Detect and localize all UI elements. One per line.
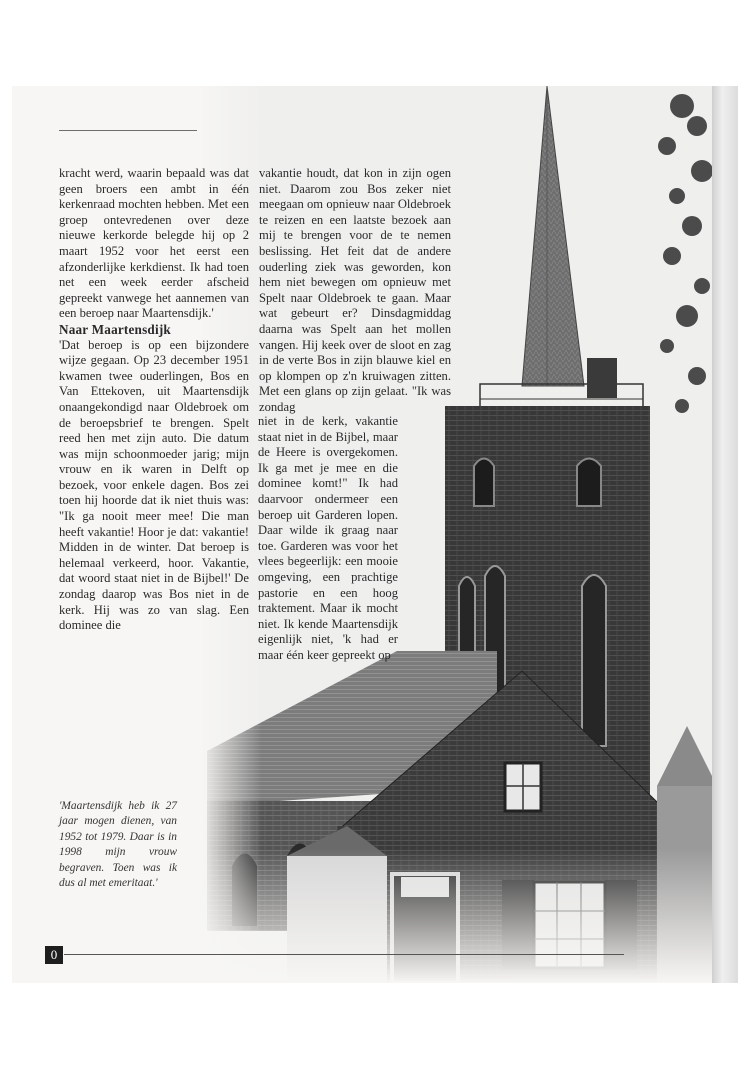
paragraph-main: 'Dat beroep is op een bijzondere wijze gegaan. Op 23 december 1951 kwamen twee ouderlingen, Bos en Van Ettekoven, uit Maartensdijk onaangekondigd naar Oldebroek om de beroepsbrief te brengen. Spelt reed hen met zijn auto. Die datum was mijn schoonmoeder jarig; mijn vrouw en ik waren in Delft op bezoek, voor enkele dagen. Bos zei toen hij hoorde dat ik niet thuis was: "Ik ga nooit meer mee! Die man heeft vakantie! Hoor je dat: vakantie! Midden in de winter. Dat beroep is helemaal verkeerd, hoor. Vakantie, dat woord staat niet in de Bijbel!' De zondag daarop was Bos niet in de kerk. Hij was zo van slag. Een dominee die: [59, 337, 249, 633]
bottom-rule: [64, 954, 624, 955]
text-column-2-wrapped: [258, 414, 398, 664]
paragraph-intro: kracht werd, waarin bepaald was dat geen broers een ambt in één kerkenraad mochten hebben. Met een groep ontevredenen over deze nieuwe kerkorde belegde hij op 2 maart 1952 voor het eerst een afzonderlijke kerkdienst. Ik had toen net een week eerder afscheid gepreekt vanwege het aannemen van een beroep naar Maartensdijk.': [59, 166, 249, 321]
photo-caption: 'Maartensdijk heb ik 27 jaar mogen dienen, van 1952 tot 1979. Daar is in 1998 mijn vrouw begraven. Toen was ik dus al met emeritaat.': [59, 800, 177, 890]
text-column-1: [59, 166, 249, 634]
section-heading: Naar Maartensdijk: [59, 321, 171, 337]
magazine-page: [12, 86, 738, 983]
page-edge: [712, 86, 738, 983]
paragraph-wrapped: niet in de kerk, vakantie staat niet in de Bijbel, maar de Heere is overgekomen. Ik ga met je mee en die dominee komt!" Ik had daarvoor ondermeer een beroep uit Garderen lopen. Daar wilde ik graag naar toe. Garderen was voor het vlees begeerlijk: een mooie omgeving, een prachtige pastorie en een hoog traktement. Maar ik mocht niet. Ik kende Maartensdijk eigenlijk niet, 'k had er maar één keer gepreekt op: [258, 414, 398, 662]
page-number: 0: [45, 946, 63, 964]
text-column-2: [259, 166, 451, 416]
paragraph-continued: vakantie houdt, dat kon in zijn ogen niet. Daarom zou Bos zeker niet meegaan om opnieuw naar Oldebroek te reizen en een laatste bezoek aan mij te brengen voor de te nemen beslissing. Het feit dat de andere ouderling ziek was geworden, kon hem niet bewegen om opnieuw met Spelt naar Oldebroek te gaan. Maar wat gebeurt er? Dinsdagmiddag daarna was Spelt aan het mollen vangen. Hij keek over de sloot en zag in de verte Bos in zijn blauwe kiel en op klompen op z'n kruiwagen zitten. Met een glans op zijn gelaat. "Ik was zondag: [259, 166, 451, 414]
